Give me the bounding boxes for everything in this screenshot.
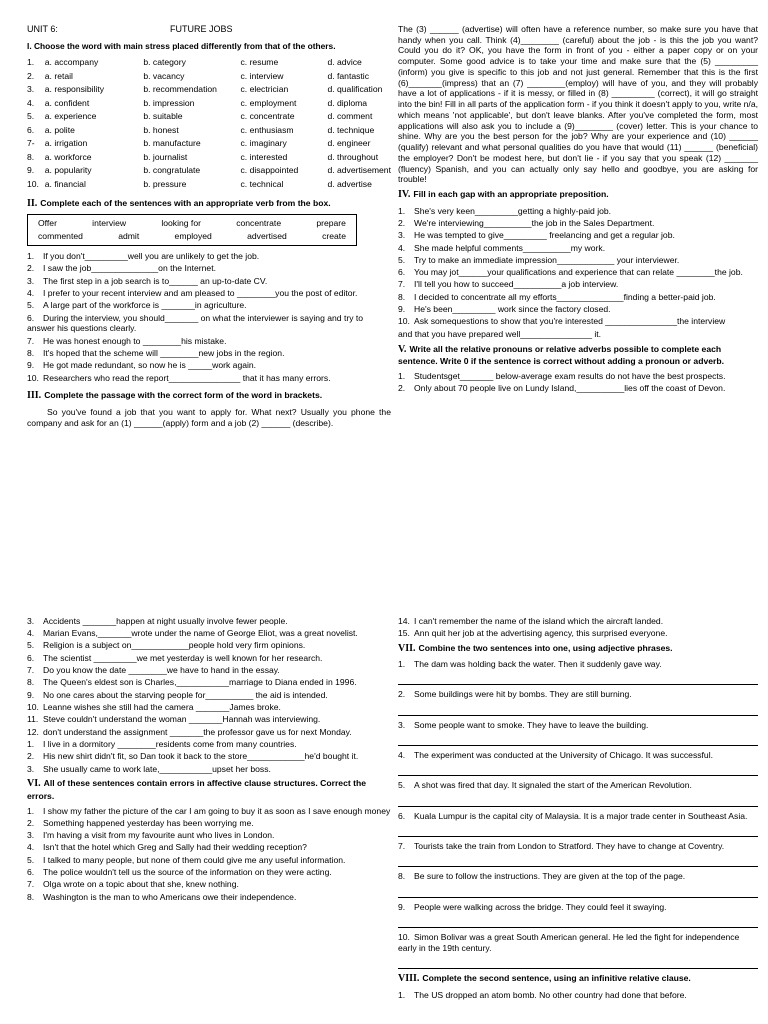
item-text: Studentsget_______ below-average exam results do not have the best prospects. (414, 370, 726, 381)
answer-line[interactable] (398, 955, 758, 969)
item-text: He was tempted to give_________ freelancing and get a regular job. (414, 230, 675, 241)
item-text: I'm having a visit from my favourite aunt who lives in London. (43, 830, 275, 841)
stress-row (27, 69, 391, 83)
right-column-bottom (398, 614, 758, 1002)
exercise-item (27, 348, 391, 359)
answer-option: b. congratulate (143, 165, 201, 176)
item-text: Some people want to smoke. They have to leave the building. (414, 719, 649, 730)
answer-option: a. accompany (44, 57, 99, 68)
item-number: 3. (27, 615, 35, 626)
section-8-items (398, 990, 758, 1001)
item-text: Isn't that the hotel which Greg and Sally had their wedding reception? (43, 842, 307, 853)
right-column-top (398, 24, 758, 395)
section-4-numeral: IV. (398, 189, 411, 201)
answer-option: a. workforce (44, 151, 92, 162)
exercise-item (398, 304, 758, 315)
item-text: We're interviewing__________the job in the Sales Department. (414, 217, 655, 228)
item-text: His new shirt didn't fit, so Dan took it back to the store____________he'd bought it. (43, 751, 359, 762)
answer-option: b. honest (143, 124, 179, 135)
question-number: 3. (27, 84, 35, 95)
item-number: 1. (398, 659, 406, 670)
exercise-item (27, 867, 391, 878)
item-number: 3. (398, 230, 406, 241)
exercise-item (398, 255, 758, 266)
question-number: 4. (27, 97, 35, 108)
item-text: The dam was holding back the water. Then it suddenly gave way. (414, 659, 662, 670)
item-number: 4. (27, 627, 35, 638)
exercise-item (27, 653, 391, 664)
section-3-heading: Complete the passage with the correct form of the word in brackets. (44, 390, 323, 401)
answer-line[interactable] (398, 884, 758, 898)
item-number: 9. (27, 689, 35, 700)
exercise-item (398, 990, 758, 1001)
answer-line[interactable] (398, 702, 758, 716)
exercise-item (27, 373, 391, 384)
answer-option: c. electrician (240, 84, 289, 95)
exercise-item (398, 932, 758, 953)
item-text: Tourists take the train from London to Stratford. They have to change at Coventry. (414, 841, 725, 852)
section-4-title (398, 189, 758, 202)
item-number: 8. (27, 677, 35, 688)
section-7-heading: Combine the two sentences into one, using adjective phrases. (418, 642, 673, 653)
answer-option: d. throughout (327, 151, 379, 162)
answer-option: a. retail (44, 70, 73, 81)
exercise-item (398, 616, 758, 627)
section-3-numeral: III. (27, 390, 42, 402)
exercise-item (27, 640, 391, 651)
section-2-items (27, 251, 391, 383)
exercise-item (27, 714, 391, 725)
item-text: Simon Bolivar was a great South American general. He led the fight for independence early in the 19th century. (398, 932, 740, 953)
section-3-title (27, 390, 391, 403)
stress-row (27, 56, 391, 70)
item-number: 9. (398, 901, 406, 912)
answer-option: b. impression (143, 97, 195, 108)
answer-line[interactable] (398, 732, 758, 746)
answer-option: c. interested (240, 151, 288, 162)
answer-option: c. disappointed (240, 165, 299, 176)
verb-option: admit (118, 231, 140, 242)
item-number: 4. (398, 242, 406, 253)
answer-option: a. responsibility (44, 84, 105, 95)
answer-line[interactable] (398, 762, 758, 776)
section-7-items (398, 659, 758, 969)
answer-option: a. financial (44, 178, 86, 189)
section-6-numeral: VI. (27, 778, 41, 790)
item-text: People were walking across the bridge. They could feel it swaying. (414, 901, 667, 912)
exercise-item (398, 243, 758, 254)
question-number: 7- (27, 138, 35, 149)
verb-option: looking for (161, 218, 201, 229)
exercise-item (27, 842, 391, 853)
item-number: 1. (27, 738, 35, 749)
verb-option: prepare (316, 218, 346, 229)
exercise-item (398, 230, 758, 241)
exercise-item (27, 702, 391, 713)
item-text: She made helpful comments__________my work. (414, 242, 606, 253)
exercise-item (27, 806, 391, 817)
exercise-item (27, 855, 391, 866)
item-number: 1. (398, 205, 406, 216)
exercise-item (27, 288, 391, 299)
answer-option: a. popularity (44, 165, 92, 176)
exercise-item (398, 750, 758, 761)
item-number: 5. (27, 640, 35, 651)
item-number: 4. (398, 750, 406, 761)
answer-option: d. comment (327, 111, 373, 122)
item-number: 7. (398, 841, 406, 852)
section-5-numeral: V. (398, 343, 407, 355)
answer-line[interactable] (398, 671, 758, 685)
item-number: 10. (398, 932, 410, 943)
exercise-item (398, 720, 758, 731)
unit-label: UNIT 6: (27, 24, 58, 34)
item-text: Leanne wishes she still had the camera _______James broke. (43, 701, 281, 712)
item-number: 8. (27, 891, 35, 902)
exercise-item (398, 316, 758, 327)
verb-option: advertised (247, 231, 287, 242)
item-text: The scientist _________we met yesterday is well known for her research. (43, 652, 323, 663)
item-number: 2. (27, 751, 35, 762)
item-number: 11. (27, 714, 39, 725)
exercise-item (27, 751, 391, 762)
answer-option: b. category (143, 57, 186, 68)
section-7-numeral: VII. (398, 642, 416, 654)
section-1-title: I. Choose the word with main stress placed differently from that of the others. (27, 41, 336, 52)
item-text: He's been_________ work since the factory closed. (414, 304, 611, 315)
exercise-item (27, 830, 391, 841)
exercise-item (27, 263, 391, 274)
item-text: Try to make an immediate impression____________ your interviewer. (414, 254, 680, 265)
section-6-title (27, 778, 391, 801)
item-number: 2. (398, 217, 406, 228)
question-number: 10. (27, 178, 39, 189)
item-number: 2. (27, 263, 35, 274)
stress-row (27, 123, 391, 137)
item-text: The first step in a job search is to______ an up-to-date CV. (43, 275, 268, 286)
exercise-item (27, 300, 391, 311)
item-text: Ask somequestions to show that you're interested _______________the interview (414, 316, 726, 327)
section-8-title (398, 973, 758, 986)
exercise-item (27, 879, 391, 890)
section-8-numeral: VIII. (398, 973, 420, 985)
verb-option: create (322, 231, 346, 242)
exercise-item (398, 292, 758, 303)
answer-option: c. concentrate (240, 111, 295, 122)
answer-option: c. imaginary (240, 138, 287, 149)
item-number: 8. (398, 291, 406, 302)
item-number: 5. (27, 300, 35, 311)
item-number: 1. (398, 989, 406, 1000)
exercise-item (398, 871, 758, 882)
item-number: 5. (398, 254, 406, 265)
item-text: Marian Evans,_______wrote under the name of George Eliot, was a great novelist. (43, 627, 358, 638)
question-number: 1. (27, 57, 35, 68)
answer-option: c. resume (240, 57, 279, 68)
answer-option: c. employment (240, 97, 297, 108)
item-number: 8. (27, 347, 35, 358)
item-text: Be sure to follow the instructions. They are given at the top of the page. (414, 871, 686, 882)
item-text: She's very keen_________getting a highly-paid job. (414, 205, 612, 216)
exercise-item (27, 677, 391, 688)
item-number: 7. (27, 664, 35, 675)
item-text: He got made redundant, so now he is _____work again. (43, 360, 257, 371)
item-number: 10. (27, 372, 39, 383)
answer-option: d. technique (327, 124, 375, 135)
item-text: A large part of the workforce is _______in agriculture. (43, 300, 247, 311)
item-number: 9. (398, 304, 406, 315)
item-text: I'll tell you how to succeed__________a job interview. (414, 279, 619, 290)
item-number: 3. (27, 763, 35, 774)
stress-row (27, 137, 391, 151)
exercise-item (398, 689, 758, 700)
item-number: 8. (398, 871, 406, 882)
section-5-items-extra (27, 739, 391, 774)
section-2-numeral: II. (27, 197, 38, 209)
answer-option: a. irrigation (44, 138, 88, 149)
exercise-item (27, 276, 391, 287)
answer-option: d. advertisement (327, 165, 391, 176)
answer-option: c. technical (240, 178, 284, 189)
exercise-item (27, 739, 391, 750)
item-text: If you don't_________well you are unlikely to get the job. (43, 250, 260, 261)
item-number: 2. (27, 817, 35, 828)
item-text: You may jot______your qualifications and experience that can relate ________the job. (414, 267, 743, 278)
left-column-bottom (27, 614, 391, 904)
worksheet-bottom-page (0, 608, 768, 1024)
answer-option: b. suitable (143, 111, 183, 122)
answer-option: d. fantastic (327, 70, 369, 81)
question-number: 2. (27, 70, 35, 81)
exercise-item (398, 383, 758, 394)
stress-row (27, 96, 391, 110)
item-text: I talked to many people, but none of them could give me any useful information. (43, 854, 346, 865)
verb-box-row-2 (32, 230, 352, 243)
exercise-item (27, 616, 391, 627)
item-text: The experiment was conducted at the University of Chicago. It was successful. (414, 750, 714, 761)
item-number: 6. (398, 267, 406, 278)
exercise-item (27, 251, 391, 262)
section-4-tail: and that you have prepared well_______________ it. (398, 328, 602, 339)
exercise-item (398, 659, 758, 670)
item-text: Ann quit her job at the advertising agency, this surprised everyone. (414, 627, 668, 638)
item-number: 3. (27, 830, 35, 841)
section-6-heading: All of these sentences contain errors in affective clause structures. Correct the errors. (27, 778, 366, 801)
item-number: 1. (398, 370, 406, 381)
exercise-item (27, 628, 391, 639)
item-text: I can't remember the name of the island which the aircraft landed. (414, 615, 664, 626)
stress-row (27, 164, 391, 178)
exercise-item (398, 218, 758, 229)
left-column-top (27, 0, 391, 428)
exercise-item (27, 727, 391, 738)
answer-option: b. recommendation (143, 84, 217, 95)
exercise-item (27, 313, 391, 334)
answer-option: c. interview (240, 70, 284, 81)
question-number: 5. (27, 111, 35, 122)
section-2-heading: Complete each of the sentences with an appropriate verb from the box. (40, 197, 331, 208)
exercise-item (398, 841, 758, 852)
verb-option: interview (92, 218, 127, 229)
answer-option: b. manufacture (143, 138, 201, 149)
item-text: Researchers who read the report_______________ that it has many errors. (43, 372, 331, 383)
item-text: I live in a dormitory ________residents come from many countries. (43, 738, 297, 749)
item-text: Religion is a subject on____________people hold very firm opinions. (43, 640, 306, 651)
item-number: 3. (27, 275, 35, 286)
section-8-heading: Complete the second sentence, using an infinitive relative clause. (422, 973, 691, 984)
answer-line[interactable] (398, 793, 758, 807)
section-5-title (398, 344, 758, 367)
item-number: 10. (398, 316, 410, 327)
item-number: 6. (27, 312, 35, 323)
exercise-item (398, 206, 758, 217)
answer-option: b. pressure (143, 178, 187, 189)
item-number: 3. (398, 719, 406, 730)
exercise-item (398, 902, 758, 913)
verb-option: Offer (38, 218, 57, 229)
item-text: Olga wrote on a topic about that she, knew nothing. (43, 879, 239, 890)
item-number: 1. (27, 805, 35, 816)
item-number: 14. (398, 615, 410, 626)
answer-line[interactable] (398, 914, 758, 928)
item-text: I saw the job______________on the Internet. (43, 263, 216, 274)
item-text: During the interview, you should_______ on what the interviewer is saying and try to answer his questions clearly. (27, 312, 364, 334)
verb-option: concentrate (236, 218, 282, 229)
stress-table (27, 56, 391, 191)
item-text: He was honest enough to ________his mistake. (43, 335, 227, 346)
item-text: Do you know the date ________we have to hand in the essay. (43, 664, 280, 675)
item-text: No one cares about the starving people for__________ the aid is intended. (43, 689, 328, 700)
passage-continued: The (3) ______ (advertise) will often have a reference number, so make sure you have that handy when you call. Think (4)________ (careful) about the job - is this the job you want? Could you do it? OK, you have the form in front of you - either a paper copy or on your computer. Some good advice is to take your time and make sure that the (5) _________ (inform) you give is specific to this job and not just general. Remember that this is the first (6)_______(impress) that an (7) ________(employ) will have of you, and they will probably have a lot of applications - if it is messy, or filled in (8) _________ (correct), it will go straight into the bin! Fill in all parts of the application form - if you think it doesn't apply to you, write n/a, which means 'not applicable', but don't leave blanks. After you've completed the form, most applications will also ask you to include a (9)________ (cover) letter. This is your chance to shine. Why are you the best person for the job? Why are your experience and (10) ______ (qualify) relevant and what personal qualities do you have that would (11) ______ (beneficial) the employer? Don't be modest here, but don't lie - if you say that you speak (12) _______ (fluency) Spanish, and you can actually only say hello and goodbye, you are asking for trouble! (398, 24, 758, 185)
section-4-items (398, 206, 758, 328)
item-text: I show my father the picture of the car I am going to buy it as soon as I save enough money (43, 805, 391, 816)
exercise-item (398, 628, 758, 639)
stress-row (27, 83, 391, 97)
unit-title: FUTURE JOBS (170, 24, 233, 34)
item-number: 5. (27, 854, 35, 865)
answer-line[interactable] (398, 853, 758, 867)
stress-row (27, 150, 391, 164)
item-text: She usually came to work late,___________upset her boss. (43, 763, 271, 774)
exercise-item (398, 267, 758, 278)
verb-option: employed (174, 231, 212, 242)
stress-row (27, 177, 391, 191)
section-5-items-right (398, 616, 758, 639)
stress-row (27, 110, 391, 124)
section-6-items (27, 806, 391, 903)
question-number: 9. (27, 165, 35, 176)
exercise-item (27, 360, 391, 371)
answer-option: b. journalist (143, 151, 188, 162)
item-number: 12. (27, 726, 39, 737)
item-number: 10. (27, 701, 39, 712)
exercise-item (398, 371, 758, 382)
item-number: 6. (27, 652, 35, 663)
exercise-item (27, 690, 391, 701)
item-text: Accidents _______happen at night usually involve fewer people. (43, 615, 288, 626)
section-2-title (27, 198, 391, 211)
item-text: Washington is the man to who Americans owe their independence. (43, 891, 297, 902)
answer-option: a. experience (44, 111, 97, 122)
exercise-item (27, 665, 391, 676)
exercise-item (27, 336, 391, 347)
exercise-item (398, 811, 758, 822)
unit-header (27, 24, 391, 35)
question-number: 6. (27, 124, 35, 135)
item-text: Steve couldn't understand the woman _______Hannah was interviewing. (43, 714, 321, 725)
answer-option: b. vacancy (143, 70, 185, 81)
verb-box (27, 214, 357, 245)
section-5-items-continued (27, 616, 391, 738)
answer-option: c. enthusiasm (240, 124, 294, 135)
item-number: 7. (398, 279, 406, 290)
item-text: Something happened yesterday has been worrying me. (43, 817, 254, 828)
verb-box-row-1 (32, 217, 352, 230)
exercise-item (398, 780, 758, 791)
answer-option: a. confident (44, 97, 90, 108)
section-4-heading: Fill in each gap with an appropriate preposition. (413, 189, 609, 200)
item-number: 2. (398, 383, 406, 394)
exercise-item (398, 279, 758, 290)
item-text: The Queen's eldest son is Charles,___________marriage to Diana ended in 1996. (43, 677, 357, 688)
item-text: Some buildings were hit by bombs. They are still burning. (414, 689, 632, 700)
answer-line[interactable] (398, 823, 758, 837)
answer-option: d. engineer (327, 138, 371, 149)
item-number: 5. (398, 780, 406, 791)
item-number: 7. (27, 879, 35, 890)
passage-start: So you've found a job that you want to apply for. What next? Usually you phone the company and ask for an (1) ______(apply) form and a job (2) ______ (describe). (27, 406, 391, 428)
item-text: The police wouldn't tell us the source of the information on they were acting. (43, 867, 332, 878)
item-number: 2. (398, 689, 406, 700)
item-number: 9. (27, 360, 35, 371)
section-5-items (398, 371, 758, 394)
item-text: I prefer to your recent interview and am pleased to ________you the post of editor. (43, 287, 358, 298)
section-5-heading: Write all the relative pronouns or relative adverbs possible to complete each sentence. Write 0 if the sentence is correct without adding a pronoun or adverb. (398, 343, 724, 367)
item-text: It's hoped that the scheme will ________new jobs in the region. (43, 347, 285, 358)
exercise-item (27, 892, 391, 903)
item-text: Kuala Lumpur is the capital city of Malaysia. It is a major trade center in Southeast Asia. (414, 810, 748, 821)
answer-option: d. advertise (327, 178, 372, 189)
item-text: The US dropped an atom bomb. No other country had done that before. (414, 989, 687, 1000)
verb-option: commented (38, 231, 83, 242)
question-number: 8. (27, 151, 35, 162)
answer-option: d. qualification (327, 84, 383, 95)
item-number: 6. (27, 867, 35, 878)
answer-option: d. advice (327, 57, 362, 68)
item-number: 1. (27, 250, 35, 261)
item-number: 7. (27, 335, 35, 346)
exercise-item (27, 818, 391, 829)
item-text: Only about 70 people live on Lundy Island,__________lies off the coast of Devon. (414, 383, 726, 394)
item-number: 6. (398, 810, 406, 821)
item-text: A shot was fired that day. It signaled the start of the American Revolution. (414, 780, 692, 791)
item-text: don't understand the assignment _______the professor gave us for next Monday. (43, 726, 352, 737)
exercise-item (27, 764, 391, 775)
item-number: 4. (27, 842, 35, 853)
section-7-title (398, 643, 758, 656)
item-number: 15. (398, 627, 410, 638)
item-number: 4. (27, 287, 35, 298)
answer-option: d. diploma (327, 97, 368, 108)
item-text: I decided to concentrate all my efforts______________finding a better-paid job. (414, 291, 716, 302)
answer-option: a. polite (44, 124, 75, 135)
